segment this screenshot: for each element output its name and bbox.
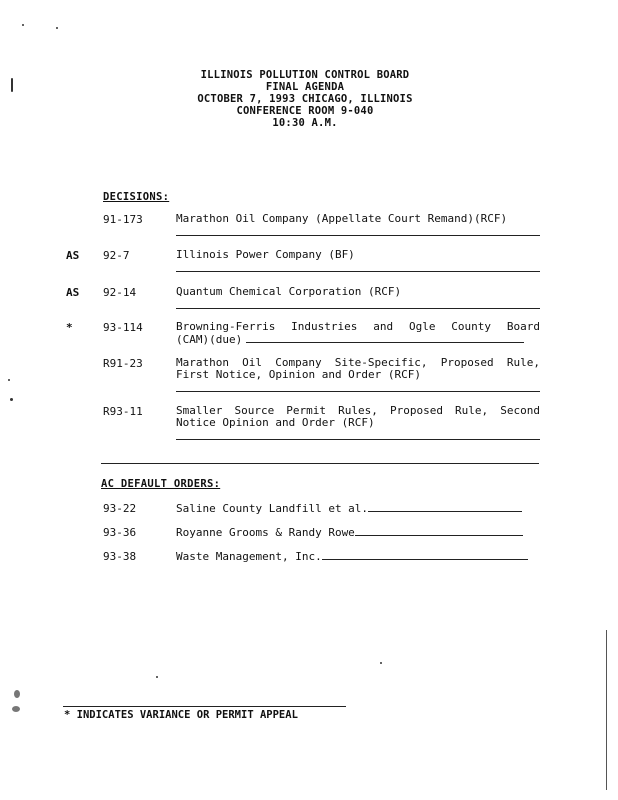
scan-speck bbox=[11, 78, 13, 92]
ac-default-orders-heading: AC DEFAULT ORDERS: bbox=[101, 478, 221, 490]
item-title bbox=[176, 321, 540, 346]
docket-number: 93-38 bbox=[103, 550, 137, 563]
docket-number: 93-36 bbox=[103, 526, 137, 539]
item-title-line1: Royanne Grooms & Randy Rowe bbox=[176, 526, 355, 539]
docket-number: 91-173 bbox=[103, 213, 143, 226]
scan-speck bbox=[12, 706, 20, 712]
scan-speck bbox=[8, 379, 10, 381]
item-title-line2: (CAM)(due) bbox=[176, 333, 243, 346]
scan-speck bbox=[380, 662, 382, 664]
blank-line bbox=[322, 550, 528, 560]
item-title bbox=[176, 526, 540, 539]
item-title-line2: Notice Opinion and Order (RCF) bbox=[176, 416, 375, 429]
item-title-line1: Marathon Oil Company (Appellate Court Remand)(RCF) bbox=[176, 212, 508, 225]
blank-line bbox=[368, 502, 522, 512]
board-name: ILLINOIS POLLUTION CONTROL BOARD bbox=[200, 69, 410, 81]
scan-speck bbox=[56, 27, 58, 29]
blank-line bbox=[176, 235, 540, 236]
docket-number: 93-22 bbox=[103, 502, 137, 515]
meeting-time: 10:30 A.M. bbox=[272, 117, 338, 129]
blank-line bbox=[176, 308, 540, 309]
item-title-line1: Browning-Ferris Industries and Ogle County Board bbox=[176, 320, 540, 333]
item-title bbox=[176, 286, 540, 298]
agenda-type: FINAL AGENDA bbox=[265, 81, 345, 93]
docket-number: R91-23 bbox=[103, 357, 143, 370]
item-title-line1: Quantum Chemical Corporation (RCF) bbox=[176, 285, 402, 298]
item-title bbox=[176, 213, 540, 225]
docket-number: R93-11 bbox=[103, 405, 143, 418]
item-title-line1: Waste Management, Inc. bbox=[176, 550, 322, 563]
item-title-line1: Illinois Power Company (BF) bbox=[176, 248, 355, 261]
scan-speck bbox=[156, 676, 158, 678]
item-title-line1: Smaller Source Permit Rules, Proposed Rule, Second bbox=[176, 404, 540, 417]
item-prefix: * bbox=[66, 321, 73, 334]
item-title bbox=[176, 405, 540, 429]
item-title-line2: First Notice, Opinion and Order (RCF) bbox=[176, 368, 422, 381]
item-title-line1: Saline County Landfill et al. bbox=[176, 502, 369, 515]
decisions-heading: DECISIONS: bbox=[103, 191, 170, 203]
docket-number: 93-114 bbox=[103, 321, 143, 334]
item-title bbox=[176, 550, 540, 563]
item-title-line1: Marathon Oil Company Site-Specific, Proposed Rule, bbox=[176, 356, 540, 369]
item-title bbox=[176, 357, 540, 381]
docket-number: 92-7 bbox=[103, 249, 130, 262]
scan-margin-line bbox=[606, 630, 607, 790]
docket-number: 92-14 bbox=[103, 286, 137, 299]
item-prefix: AS bbox=[66, 286, 80, 299]
item-prefix: AS bbox=[66, 249, 80, 262]
blank-line bbox=[176, 271, 540, 272]
meeting-room: CONFERENCE ROOM 9-040 bbox=[236, 105, 374, 117]
scan-speck bbox=[22, 24, 24, 26]
blank-line bbox=[176, 391, 540, 392]
section-separator bbox=[101, 463, 539, 464]
item-title bbox=[176, 249, 540, 261]
footnote-rule bbox=[63, 706, 346, 707]
blank-line bbox=[176, 439, 540, 440]
footnote: * INDICATES VARIANCE OR PERMIT APPEAL bbox=[64, 709, 298, 721]
scan-speck bbox=[10, 398, 13, 401]
meeting-date-location: OCTOBER 7, 1993 CHICAGO, ILLINOIS bbox=[197, 93, 413, 105]
agenda-header bbox=[150, 69, 460, 129]
blank-line bbox=[355, 526, 523, 536]
blank-line bbox=[246, 333, 524, 343]
item-title bbox=[176, 502, 540, 515]
scan-speck bbox=[14, 690, 20, 698]
